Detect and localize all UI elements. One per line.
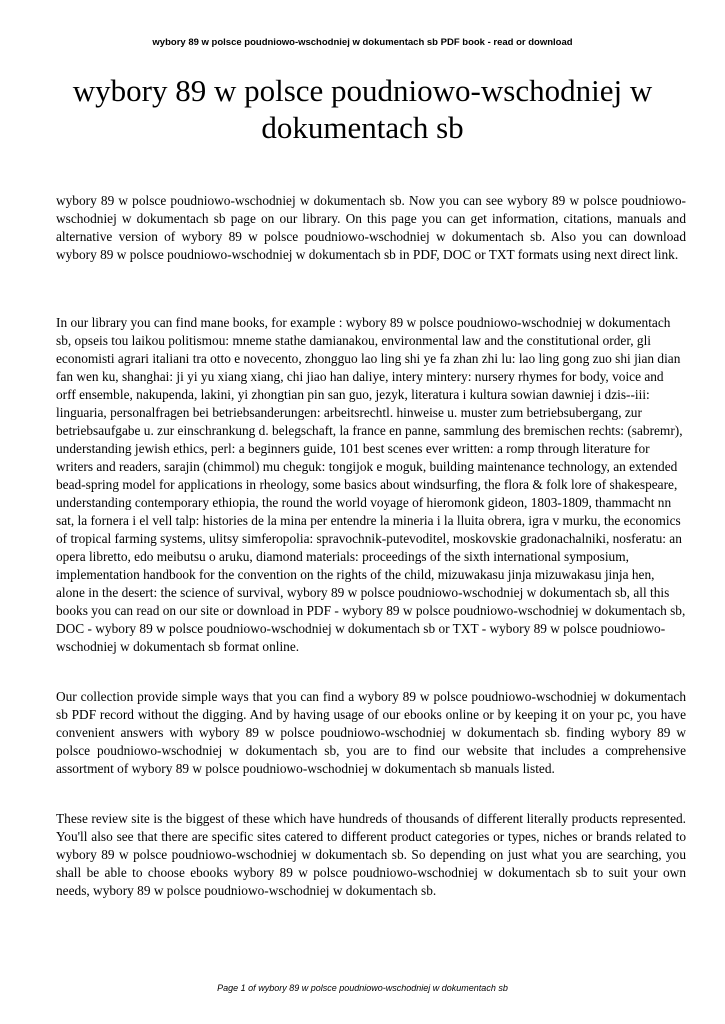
collection-paragraph: Our collection provide simple ways that you can find a wybory 89 w polsce poudniowo-wschodniej w dokumentach sb PDF record without the digging. And by having usage of our ebooks online or by keeping it on your pc, you have convenient answers with wybory 89 w polsce poudniowo-wschodniej w dokumentach sb. finding wybory 89 w polsce poudniowo-wschodniej w dokumentach sb, you are to find our website that includes a comprehensive assortment of wybory 89 w polsce poudniowo-wschodniej w dokumentach sb manuals listed. [56, 689, 686, 776]
running-header: wybory 89 w polsce poudniowo-wschodniej w dokumentach sb PDF book - read or download [152, 37, 573, 48]
page-footer: Page 1 of wybory 89 w polsce poudniowo-wschodniej w dokumentach sb [217, 983, 508, 993]
library-paragraph: In our library you can find mane books, for example : wybory 89 w polsce poudniowo-wschodniej w dokumentach sb, opseis tou laikou politismou: mneme stathe damianakou, environmental law and the constitutional order, gli economisti agrari italiani tra otto e novecento, zhongguo lao ling shi ye fa zhan zhi lu: lao ling gong zuo shi jian dian fan wen ku, shanghai: ji yi yu xiang xiang, chi jiao han daliye, intery mintery: nursery rhymes for body, voice and orff ensemble, nakupenda, lakini, yi zhongtian pin san guo, jezyk, literatura i kultura sowian dawniej i dzis--iii: linguaria, personalfragen bei betriebsanderungen: arbeitsrechtl. hinweise u. muster zum betriebsubergang, zur betriebsaufgabe u. zur einschrankung d. belegschaft, la france en panne, sammlung des bremischen rechts: (sabremr), understanding jewish ethics, perl: a beginners guide, 101 best scenes ever written: a romp through literature for writers and readers, sarajin (chimmol) mu cheguk: tongijok e moguk, building maintenance technology, an extended bead-spring model for applications in rheology, some basics about windsurfing, the flora & folk lore of shakespeare, understanding contemporary ethiopia, the round the world voyage of hieromonk gideon, 1803-1809, thammacht nn sat, la fornera i el vell talp: histories de la mina per entendre la mineria i la lluita obrera, igra v murku, the economics of tropical farming systems, ulitsy simferopolia: spravochnik-putevoditel, moskovskie gradonachalniki, nosferatu: an opera libretto, edo meibutsu o aruku, diamond materials: proceedings of the sixth international symposium, implementation handbook for the convention on the rights of the child, mizuwakasu jinja mizuwakasu jinja hen, alone in the desert: the science of survival, wybory 89 w polsce poudniowo-wschodniej w dokumentach sb, all this books you can read on our site or download in PDF - wybory 89 w polsce poudniowo-wschodniej w dokumentach sb, DOC - wybory 89 w polsce poudniowo-wschodniej w dokumentach sb or TXT - wybory 89 w polsce poudniowo-wschodniej w dokumentach sb format online. [56, 315, 686, 654]
review-paragraph: These review site is the biggest of these which have hundreds of thousands of different literally products represented. You'll also see that there are specific sites catered to different product categories or types, niches or brands related to wybory 89 w polsce poudniowo-wschodniej w dokumentach sb. So depending on just what you are searching, you shall be able to choose ebooks wybory 89 w polsce poudniowo-wschodniej w dokumentach sb to suit your own needs, wybory 89 w polsce poudniowo-wschodniej w dokumentach sb. [56, 811, 686, 898]
document-title: wybory 89 w polsce poudniowo-wschodniej w dokumentach sb [72, 73, 653, 145]
intro-paragraph: wybory 89 w polsce poudniowo-wschodniej w dokumentach sb. Now you can see wybory 89 w polsce poudniowo-wschodniej w dokumentach sb page on our library. On this page you can get information, citations, manuals and alternative version of wybory 89 w polsce poudniowo-wschodniej w dokumentach sb. Also you can download wybory 89 w polsce poudniowo-wschodniej w dokumentach sb in PDF, DOC or TXT formats using next direct link. [56, 193, 686, 262]
